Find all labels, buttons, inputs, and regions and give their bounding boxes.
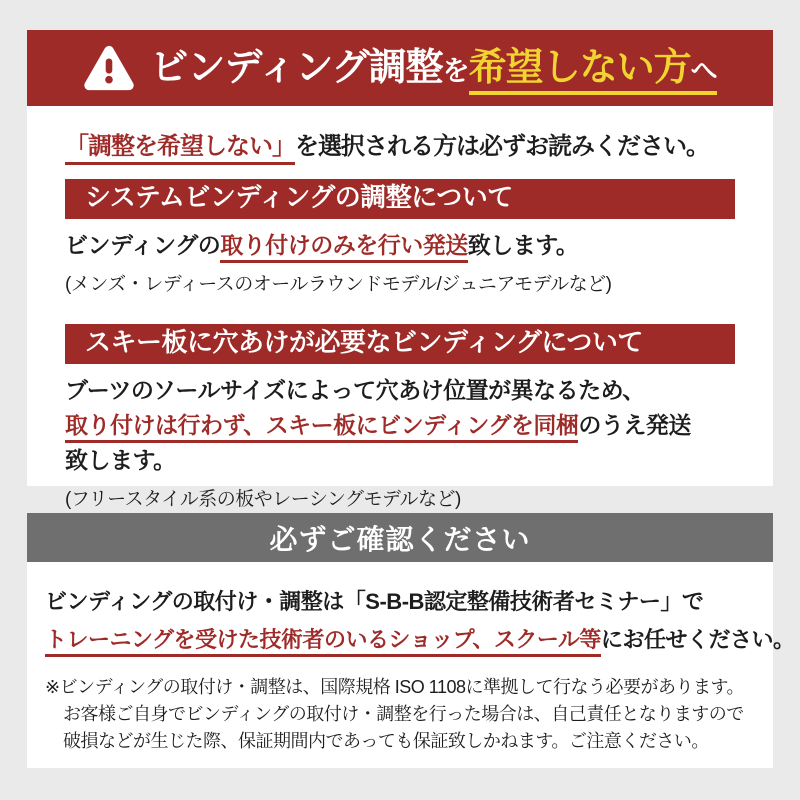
drill-line2-suffix: のうえ発送 — [578, 412, 691, 439]
footnote-line: 破損などが生じた際、保証期間内であっても保証致しかねます。ご注意ください。 — [63, 730, 709, 751]
system-line-suffix: 致します。 — [467, 232, 579, 259]
no-adjust-section — [27, 30, 773, 510]
confirm-line2-highlight: トレーニングを受けた技術者のいるショップ、スクール等 — [45, 627, 601, 657]
system-binding-note: (メンズ・レディースのオールラウンドモデル/ジュニアモデルなど) — [65, 273, 612, 295]
drill-heading: スキー板に穴あけが必要なビンディングについて — [65, 324, 735, 364]
banner-title-highlight: 希望しない方 — [468, 47, 691, 89]
footnote-line: お客様ご自身でビンディングの取付け・調整を行った場合は、自己責任となりますので — [63, 703, 744, 724]
system-binding-line — [65, 229, 735, 262]
warning-banner — [27, 30, 773, 106]
drill-line2 — [65, 409, 735, 442]
footnote-line: ※ビンディングの取付け・調整は、国際規格 ISO 1108に準拠して行なう必要があります。 — [45, 676, 745, 697]
banner-particle-he: へ — [690, 56, 717, 86]
intro-rest: を選択される方は必ずお読みください。 — [295, 133, 709, 160]
banner-title — [150, 49, 716, 87]
confirm-line2-suffix: にお任せください。 — [600, 626, 795, 652]
system-line-prefix: ビンディングの — [65, 232, 221, 259]
drill-line1: ブーツのソールサイズによって穴あけ位置が異なるため、 — [65, 376, 645, 403]
drill-line2-highlight: 取り付けは行わず、スキー板にビンディングを同梱 — [65, 412, 578, 443]
drill-note: (フリースタイル系の板やレーシングモデルなど) — [65, 488, 461, 510]
footnotes — [45, 674, 753, 755]
confirm-body — [27, 562, 795, 768]
confirm-line2 — [45, 624, 795, 656]
system-line-highlight: 取り付けのみを行い発送 — [220, 232, 468, 263]
system-binding-heading: システムビンディングの調整について — [65, 179, 735, 219]
intro-line — [65, 126, 735, 161]
warning-triangle-icon — [83, 44, 135, 92]
banner-particle-wo: を — [442, 56, 469, 86]
confirm-banner: 必ずご確認ください — [27, 513, 773, 562]
intro-highlight: 「調整を希望しない」 — [65, 133, 295, 165]
no-adjust-body — [27, 106, 773, 510]
confirm-line1: ビンディングの取付け・調整は「S-B-B認定整備技術者セミナー」で — [45, 589, 704, 614]
confirm-section — [27, 513, 795, 768]
banner-title-main: ビンディング調整 — [150, 47, 443, 89]
drill-line3: 致します。 — [65, 447, 176, 474]
